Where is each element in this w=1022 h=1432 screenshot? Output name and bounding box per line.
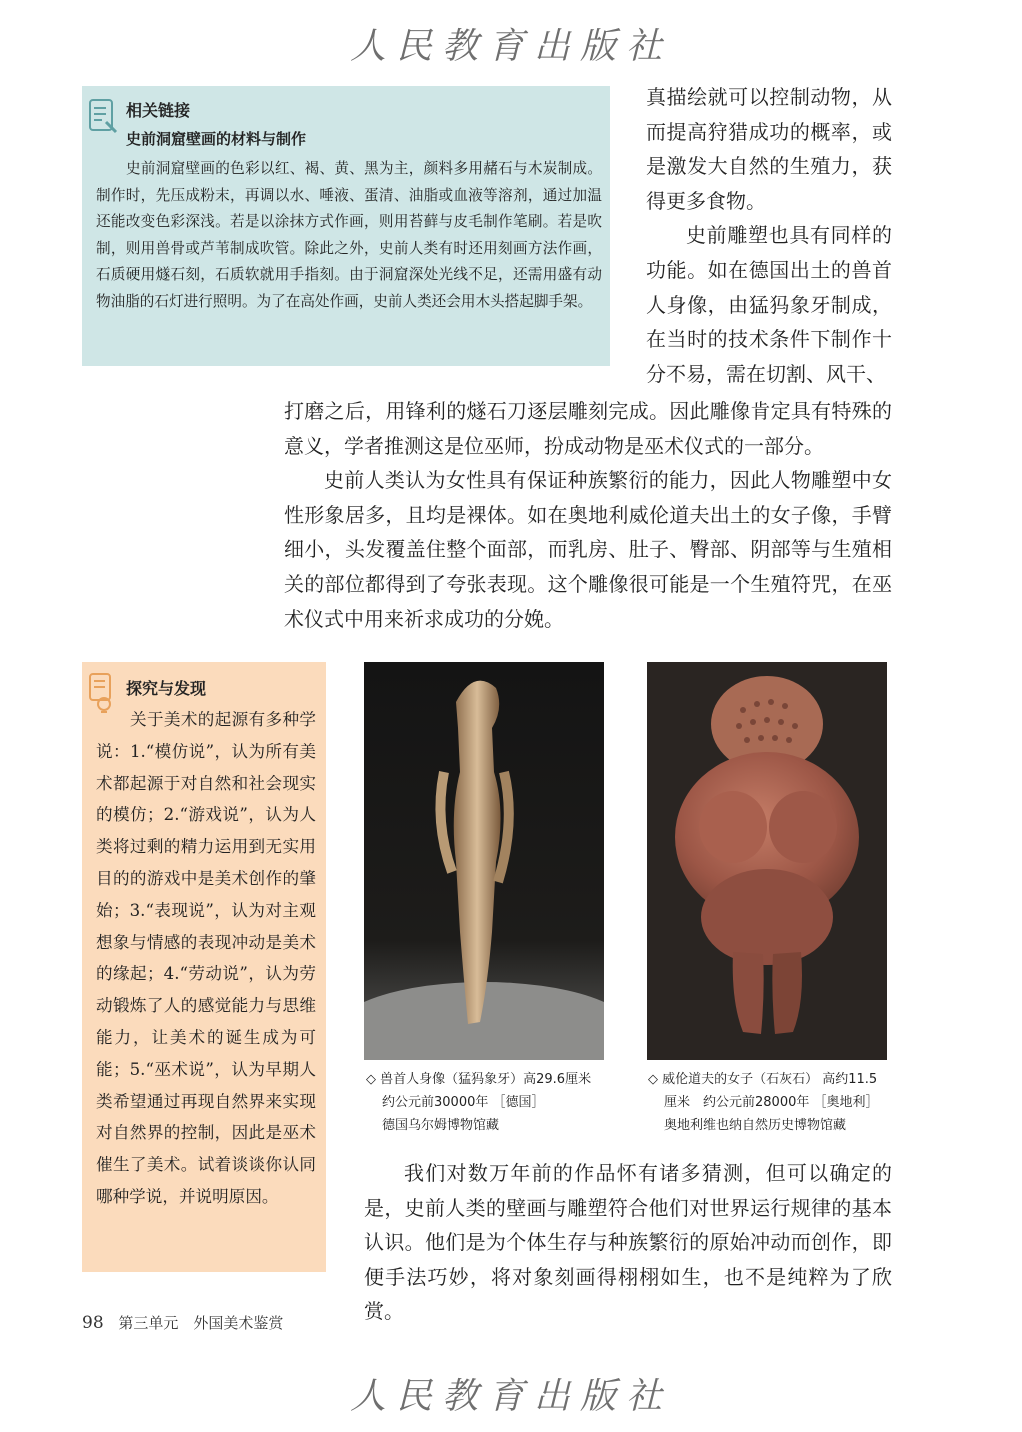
figure1-caption-line2: 约公元前30000年 ［德国］ xyxy=(382,1095,545,1110)
related-link-text: 史前洞窟壁画的色彩以红、褐、黄、黑为主，颜料多用赭石与木炭制成。制作时，先压成粉末，再调以水、唾液、蛋清、油脂或血液等溶剂，通过加温还能改变色彩深浅。若是以涂抹方式作画，则用苔藓与皮毛制作笔刷。若是吹制，则用兽骨或芦苇制成吹管。除此之外，史前人类有时还用刻画方法作画，石质硬用燧石刻，石质软就用手指刻。由于洞窟深处光线不足，还需用盛有动物油脂的石灯进行照明。为了在高处作画，史前人类还会用木头搭起脚手架。 xyxy=(96,160,602,310)
right-column-text: 真描绘就可以控制动物，从而提高狩猎成功的概率，或是激发大自然的生殖力，获得更多食物。 xyxy=(646,85,892,213)
figure2-caption-line2: 厘米 约公元前28000年 ［奥地利］ xyxy=(664,1095,879,1110)
figure2-caption-line3: 奥地利维也纳自然历史博物馆藏 xyxy=(664,1118,847,1133)
publisher-header: 人民教育出版社 xyxy=(349,26,672,67)
para2-start: 史前雕塑也具有同样的功能。如在德国出土的兽首人身像，由猛犸象牙制成，在当时的技术条件下制作十分不易，需在切割、风干、 xyxy=(646,223,892,386)
para3: 史前人类认为女性具有保证种族繁衍的能力，因此人物雕塑中女性形象居多，且均是裸体。如在奥地利威伦道夫出土的女子像，手臂细小，头发覆盖住整个面部，而乳房、肚子、臀部、阴部等与生殖相关的部位都得到了夸张表现。这个雕像很可能是一个生殖符咒，在巫术仪式中用来祈求成功的分娩。 xyxy=(284,468,892,631)
lion-man-photo xyxy=(364,662,604,1060)
para2-end: 打磨之后，用锋利的燧石刀逐层雕刻完成。因此雕像肯定具有特殊的意义，学者推测这是位巫师，扮成动物是巫术仪式的一部分。 xyxy=(284,399,892,458)
figure2-caption xyxy=(648,1068,908,1137)
explore-title: 探究与发现 xyxy=(126,679,207,698)
related-link-title: 相关链接 xyxy=(126,101,191,120)
explore-text: 关于美术的起源有多种学说：1.“模仿说”，认为所有美术都起源于对自然和社会现实的模仿；2.“游戏说”，认为人类将过剩的精力运用到无实用目的的游戏中是美术创作的肇始；3.“表现说”，认为对主观想象与情感的表现冲动是美术的缘起；4.“劳动说”，认为劳动锻炼了人的感觉能力与思维能力，让美术的诞生成为可能；5.“巫术说”，认为早期人类希望通过再现自然界来实现对自然界的控制，因此是巫术催生了美术。试着谈谈你认同哪种学说，并说明原因。 xyxy=(96,710,316,1206)
publisher-footer: 人民教育出版社 xyxy=(349,1376,672,1417)
figure2-caption-line1: ◇ 威伦道夫的女子（石灰石） 高约11.5 xyxy=(648,1072,878,1087)
page-number: 98 xyxy=(82,1313,104,1333)
venus-photo xyxy=(647,662,887,1060)
figure1-caption-line3: 德国乌尔姆博物馆藏 xyxy=(382,1118,500,1133)
page-footer xyxy=(82,1312,283,1333)
para4: 我们对数万年前的作品怀有诸多猜测，但可以确定的是，史前人类的壁画与雕塑符合他们对世界运行规律的基本认识。他们是为个体生存与种族繁衍的原始冲动而创作，即便手法巧妙，将对象刻画得栩栩如生，也不是纯粹为了欣赏。 xyxy=(364,1161,892,1324)
unit-label: 第三单元 外国美术鉴赏 xyxy=(118,1314,284,1332)
figure1-caption-line1: ◇ 兽首人身像（猛犸象牙）高29.6厘米 xyxy=(366,1072,592,1087)
figure1-caption xyxy=(366,1068,626,1137)
related-link-subtitle: 史前洞窟壁画的材料与制作 xyxy=(126,130,307,148)
note-icon xyxy=(88,98,120,136)
related-link-box xyxy=(82,86,610,366)
explore-box xyxy=(82,662,326,1272)
